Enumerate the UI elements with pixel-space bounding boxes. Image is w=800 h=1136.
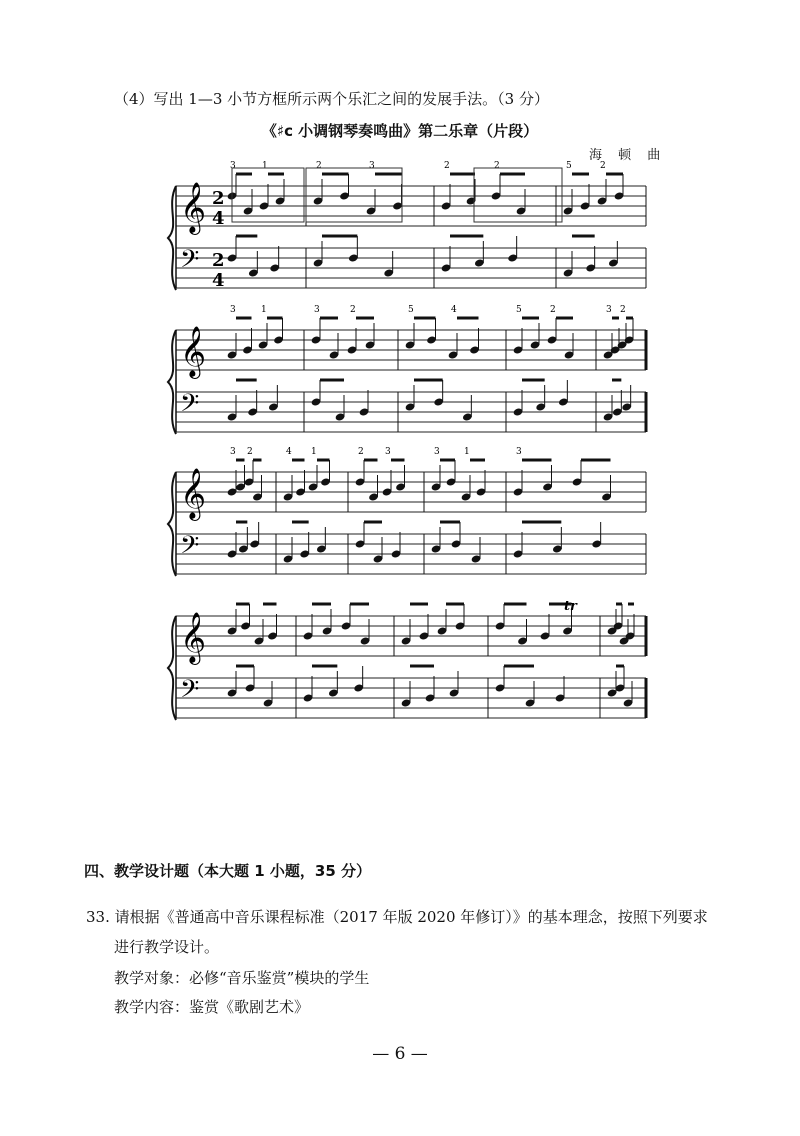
question-33-line1: 33. 请根据《普通高中音乐课程标准（2017 年版 2020 年修订）》的基本理念，按照下列要求: [86, 908, 708, 926]
finger-number: 3: [369, 161, 375, 171]
treble-clef-icon: 𝄞: [180, 182, 207, 233]
bass-clef-icon: 𝄢: [180, 389, 200, 424]
treble-clef-icon: 𝄞: [180, 326, 207, 377]
question-33-line2: 进行教学设计。: [114, 938, 220, 956]
finger-number: 4: [286, 447, 292, 457]
brace: [168, 616, 176, 720]
finger-number: 1: [311, 447, 317, 457]
treble-clef-icon: 𝄞: [180, 468, 207, 519]
brace: [168, 186, 176, 290]
finger-number: 3: [606, 305, 612, 315]
finger-number: 3: [434, 447, 440, 457]
score-title: 《♯c 小调钢琴奏鸣曲》第二乐章（片段）: [261, 122, 539, 140]
finger-number: 2: [600, 161, 606, 171]
bass-clef-icon: 𝄢: [180, 245, 200, 280]
finger-number: 3: [314, 305, 320, 315]
finger-number: 2: [494, 161, 500, 171]
finger-number: 3: [230, 305, 236, 315]
composer-credit: 海 顿 曲: [589, 148, 667, 163]
finger-number: 3: [516, 447, 522, 457]
trill-ornament: tr: [564, 599, 577, 614]
finger-number: 1: [262, 161, 268, 171]
brace: [168, 330, 176, 434]
finger-number: 5: [408, 305, 414, 315]
bass-clef-icon: 𝄢: [180, 675, 200, 710]
finger-number: 3: [230, 447, 236, 457]
brace: [168, 472, 176, 576]
finger-number: 5: [516, 305, 522, 315]
section-heading: 四、教学设计题（本大题 1 小题，35 分）: [84, 862, 371, 880]
time-signature-top: 2: [212, 250, 225, 271]
finger-number: 2: [358, 447, 364, 457]
finger-number: 3: [385, 447, 391, 457]
finger-number: 1: [261, 305, 267, 315]
finger-number: 2: [550, 305, 556, 315]
time-signature-top: 2: [212, 188, 225, 209]
finger-number: 2: [620, 305, 626, 315]
time-signature-bottom: 4: [212, 270, 225, 291]
music-score: [170, 161, 650, 770]
bass-clef-icon: 𝄢: [180, 531, 200, 566]
finger-number: 2: [316, 161, 322, 171]
finger-number: 4: [451, 305, 457, 315]
page-number: — 6 —: [372, 1044, 428, 1064]
finger-number: 2: [247, 447, 253, 457]
finger-number: 3: [230, 161, 236, 171]
phrase-box-2: [306, 168, 402, 222]
time-signature-bottom: 4: [212, 208, 225, 229]
finger-number: 5: [566, 161, 572, 171]
teaching-content: 教学内容：鉴赏《歌剧艺术》: [114, 998, 310, 1016]
finger-number: 2: [350, 305, 356, 315]
treble-clef-icon: 𝄞: [180, 612, 207, 663]
finger-number: 1: [464, 447, 470, 457]
question-4-text: （4）写出 1—3 小节方框所示两个乐汇之间的发展手法。（3 分）: [114, 90, 549, 108]
finger-number: 2: [444, 161, 450, 171]
teaching-object: 教学对象：必修“音乐鉴赏”模块的学生: [114, 969, 370, 987]
